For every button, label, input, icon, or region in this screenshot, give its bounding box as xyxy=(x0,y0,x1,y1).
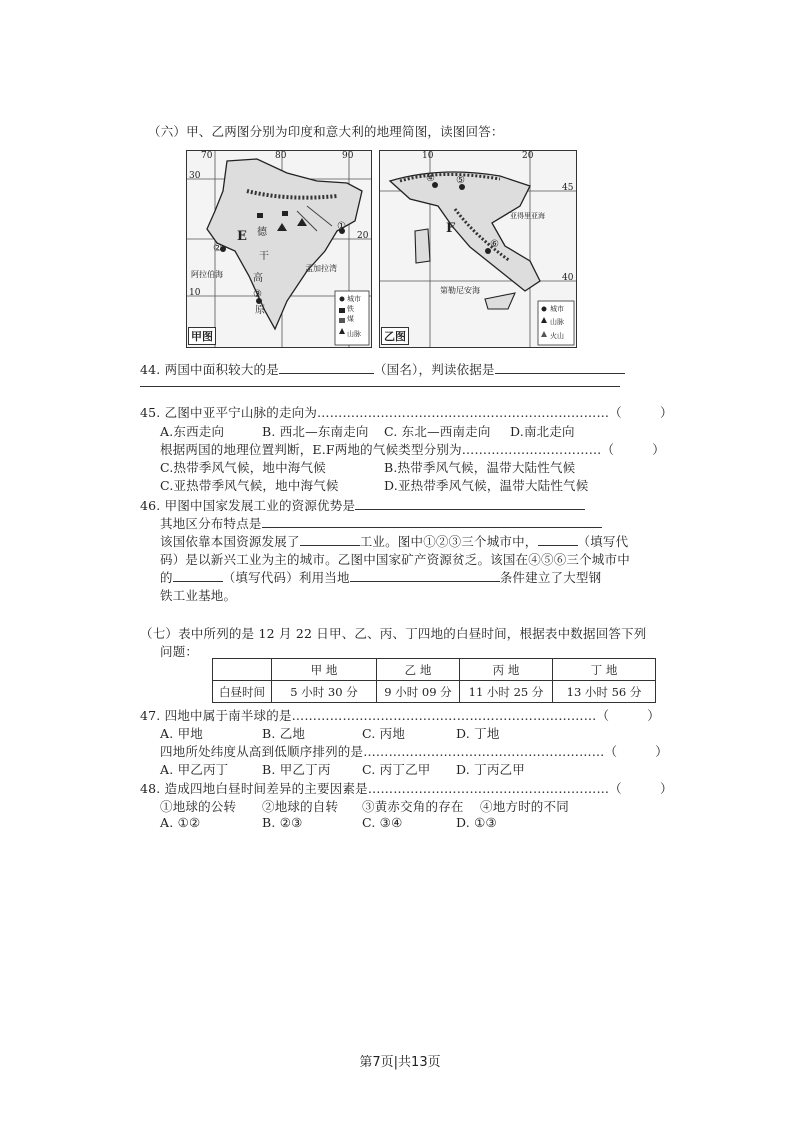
q44-blank-country[interactable] xyxy=(279,362,374,374)
italy-legend-volcano: 火山 xyxy=(550,332,564,340)
q48-factor-1: ①地球的公转 xyxy=(160,799,237,814)
q45-option-a[interactable]: A.东西走向 xyxy=(160,424,225,439)
q45-option-c[interactable]: C. 东北—西南走向 xyxy=(384,424,491,439)
page-footer: 第7页|共13页 xyxy=(359,1055,441,1070)
q45-sub-option-d[interactable]: D.亚热带季风气候，温带大陆性气候 xyxy=(384,478,589,493)
q47-option-c[interactable]: C. 丙地 xyxy=(362,726,406,741)
q48-option-b[interactable]: B. ②③ xyxy=(262,815,303,830)
italy-legend-city: 城市 xyxy=(550,305,564,313)
q45-option-d[interactable]: D.南北走向 xyxy=(510,424,575,439)
q47-sub-option-a[interactable]: A. 甲乙丙丁 xyxy=(160,762,229,777)
q48-factor-4: ④地方时的不同 xyxy=(480,799,569,814)
arabian-sea-label: 阿拉伯海 xyxy=(191,270,223,279)
q46-text-2: 其地区分布特点是 xyxy=(160,516,262,531)
india-label-e: E xyxy=(237,229,247,244)
q46-blank-condition[interactable] xyxy=(350,570,500,582)
q44-blank-basis[interactable] xyxy=(495,362,625,374)
daylight-header-jia: 甲 地 xyxy=(272,659,377,681)
q47-sub-text: 四地所处纬度从高到低顺序排列的是…………………………………………………（ ） xyxy=(160,744,669,759)
q46-text-3a: 该国依靠本国资源发展了 xyxy=(160,534,300,549)
q46-blank-city-code[interactable] xyxy=(538,534,578,546)
daylight-header-bing: 丙 地 xyxy=(460,659,553,681)
q46-blank-resource[interactable] xyxy=(355,498,585,510)
q47-text: 47. 四地中属于南半球的是………………………………………………………………（ ） xyxy=(140,708,660,723)
india-lon-80: 80 xyxy=(275,151,287,161)
india-legend-coal: 煤 xyxy=(347,315,354,323)
india-label-de: 德 xyxy=(257,227,267,238)
italy-lat-40: 40 xyxy=(562,273,574,283)
q45-text: 45. 乙图中亚平宁山脉的走向为……………………………………………………………（ ） xyxy=(140,405,673,420)
section7-intro-1: （七）表中所列的是 12 月 22 日甲、乙、丙、丁四地的白昼时间，根据表中数据回答下列 xyxy=(140,626,647,641)
q45-sub-option-b[interactable]: B.热带季风气候，温带大陆性气候 xyxy=(384,460,576,475)
q46-blank-distribution[interactable] xyxy=(262,516,602,528)
q46-line-1 xyxy=(140,496,585,514)
q46-line-3 xyxy=(160,532,628,550)
q46-line-2 xyxy=(160,514,602,532)
daylight-value-jia: 5 小时 30 分 xyxy=(272,681,377,703)
q46-line-6: 铁工业基地。 xyxy=(160,588,237,603)
q48-option-d[interactable]: D. ①③ xyxy=(456,815,497,830)
italy-map-drawing xyxy=(380,151,576,347)
daylight-table-row xyxy=(213,681,656,703)
daylight-value-ding: 13 小时 56 分 xyxy=(553,681,656,703)
q45-sub-option-c[interactable]: C.亚热带季风气候，地中海气候 xyxy=(160,478,339,493)
india-city-3: ③ xyxy=(253,289,262,300)
q46-blank-steel-city[interactable] xyxy=(173,570,223,582)
q47-sub-option-d[interactable]: D. 丁丙乙甲 xyxy=(456,762,525,777)
q44-mid: （国名），判读依据是 xyxy=(373,362,495,377)
q44-line xyxy=(140,360,625,378)
q44-answer-line[interactable] xyxy=(140,385,620,387)
map-jia-india xyxy=(186,150,372,348)
daylight-header-empty xyxy=(213,659,272,681)
q48-option-c[interactable]: C. ③④ xyxy=(362,815,403,830)
q47-sub-option-c[interactable]: C. 丙丁乙甲 xyxy=(362,762,431,777)
q46-text-5a: 的 xyxy=(160,570,173,585)
italy-legend-mountain: 山脉 xyxy=(550,318,564,326)
india-label-yuan: 原 xyxy=(255,305,265,316)
india-lon-90: 90 xyxy=(342,151,354,161)
map-yi-italy xyxy=(379,150,577,348)
q47-option-b[interactable]: B. 乙地 xyxy=(262,726,306,741)
q48-option-a[interactable]: A. ①② xyxy=(160,815,201,830)
daylight-table xyxy=(212,658,656,703)
italy-city-5: ⑤ xyxy=(456,175,465,186)
q45-sub-option-a[interactable]: C.热带季风气候，地中海气候 xyxy=(160,460,326,475)
q48-text: 48. 造成四地白昼时间差异的主要因素是…………………………………………………（ ） xyxy=(140,781,673,796)
india-legend-iron: 铁 xyxy=(347,305,354,313)
q46-text-5c: 条件建立了大型钢 xyxy=(499,570,602,585)
q44-text: 44. 两国中面积较大的是 xyxy=(140,362,279,377)
section6-intro: （六）甲、乙两图分别为印度和意大利的地理简图，读图回答： xyxy=(148,124,504,139)
india-lat-10: 10 xyxy=(189,288,201,298)
q47-option-d[interactable]: D. 丁地 xyxy=(456,726,500,741)
q46-line-5 xyxy=(160,568,601,586)
q46-text-1: 46. 甲图中国家发展工业的资源优势是 xyxy=(140,498,356,513)
q47-option-a[interactable]: A. 甲地 xyxy=(160,726,203,741)
map-jia-label: 甲图 xyxy=(188,327,216,345)
india-city-1: ① xyxy=(337,221,346,232)
daylight-header-ding: 丁 地 xyxy=(553,659,656,681)
q46-text-3b: 工业。图中①②③三个城市中， xyxy=(359,534,538,549)
section7-intro-2: 问题： xyxy=(160,644,199,659)
india-label-gan: 干 xyxy=(259,251,269,262)
india-lat-20: 20 xyxy=(357,231,369,241)
q45-sub-text: 根据两国的地理位置判断，E.F两地的气候类型分别为……………………………（ ） xyxy=(160,442,665,457)
italy-lat-45: 45 xyxy=(562,183,574,193)
q48-factor-2: ②地球的自转 xyxy=(262,799,339,814)
india-city-2: ② xyxy=(213,243,222,254)
italy-lon-10: 10 xyxy=(422,151,434,161)
daylight-header-yi: 乙 地 xyxy=(377,659,460,681)
q46-text-3c: （填写代 xyxy=(577,534,629,549)
q46-blank-industry[interactable] xyxy=(300,534,360,546)
daylight-row-label: 白昼时间 xyxy=(213,681,272,703)
italy-label-f: F xyxy=(446,221,456,236)
q47-sub-option-b[interactable]: B. 甲乙丁丙 xyxy=(262,762,331,777)
italy-city-6: ⑥ xyxy=(490,239,499,250)
italy-lon-20: 20 xyxy=(522,151,534,161)
q46-text-5b: （填写代码）利用当地 xyxy=(222,570,350,585)
adriatic-sea-label: 亚得里亚海 xyxy=(510,212,545,220)
bay-of-bengal-label: 孟加拉湾 xyxy=(305,264,337,273)
italy-city-4: ④ xyxy=(426,173,435,184)
daylight-value-yi: 9 小时 09 分 xyxy=(377,681,460,703)
tyrrhenian-sea-label: 第勒尼安海 xyxy=(440,286,480,295)
india-legend-mountain: 山脉 xyxy=(347,330,361,338)
daylight-table-header-row xyxy=(213,659,656,681)
q48-factor-3: ③黄赤交角的存在 xyxy=(362,799,464,814)
india-label-gao: 高 xyxy=(253,273,263,284)
q45-option-b[interactable]: B. 西北—东南走向 xyxy=(262,424,369,439)
india-lon-70: 70 xyxy=(201,151,213,161)
daylight-value-bing: 11 小时 25 分 xyxy=(460,681,553,703)
map-yi-label: 乙图 xyxy=(381,327,409,345)
q46-line-4: 码）是以新兴工业为主的城市。乙图中国家矿产资源贫乏。该国在④⑤⑥三个城市中 xyxy=(160,552,630,567)
india-lat-30: 30 xyxy=(189,171,201,181)
india-legend-city: 城市 xyxy=(347,295,361,303)
